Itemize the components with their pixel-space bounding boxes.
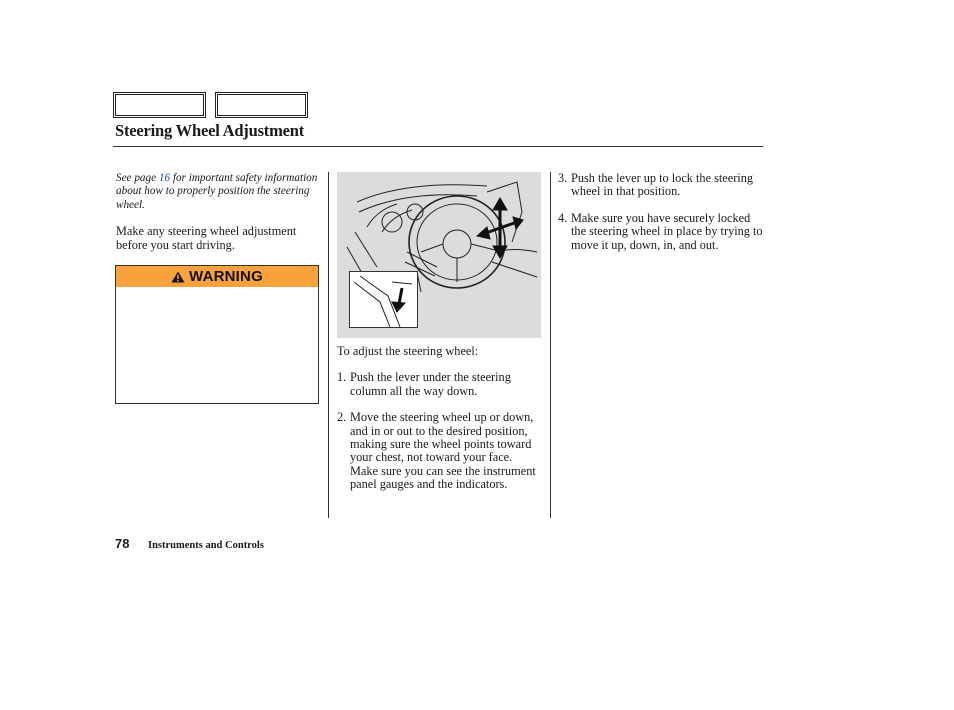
warning-box: [115, 265, 319, 404]
step-text: Push the lever under the steering column all the way down.: [350, 370, 511, 398]
middle-column: [337, 345, 542, 492]
step-number: 4.: [558, 210, 568, 225]
step-item: [558, 212, 763, 252]
step-number: 3.: [558, 171, 568, 185]
step-text: Move the steering wheel up or down, and in or out to the desired position, making sure the wheel points toward your chest, not toward your face. Make sure you can see the instrument panel gauges and the indicators.: [350, 410, 536, 492]
section-name: Instruments and Controls: [148, 540, 264, 551]
step-text: Make sure you have securely locked the steering wheel in place by trying to move it up, down, in, and out.: [571, 210, 763, 252]
warning-triangle-icon: [171, 271, 185, 283]
step-item: [337, 371, 542, 398]
step-item: [337, 411, 542, 491]
instructions-intro: To adjust the steering wheel:: [337, 344, 479, 358]
left-column: [116, 172, 321, 252]
page-number: 78: [115, 536, 130, 551]
step-number: 1.: [337, 370, 347, 385]
nav-button-next[interactable]: [215, 92, 308, 118]
steering-wheel-figure: [337, 172, 541, 338]
step-text: Push the lever up to lock the steering wheel in that position.: [571, 171, 754, 199]
lever-down-arrow-icon: [350, 272, 417, 327]
safety-note: [116, 172, 321, 212]
safety-page-link[interactable]: 16: [158, 172, 171, 184]
page-title: Steering Wheel Adjustment: [115, 121, 305, 140]
warning-label: WARNING: [189, 268, 263, 285]
column-divider: [550, 172, 551, 518]
lever-inset: [349, 271, 418, 328]
safety-note-prefix: See page: [116, 172, 159, 184]
warning-header: [116, 266, 318, 287]
title-divider: [113, 146, 763, 147]
nav-button-previous[interactable]: [113, 92, 206, 118]
right-column: [558, 172, 763, 252]
intro-paragraph: Make any steering wheel adjustment before you start driving.: [116, 224, 297, 252]
step-item: [558, 172, 763, 199]
step-number: 2.: [337, 410, 347, 425]
safety-note-suffix: for important safety information about how to properly position the steering wheel.: [116, 172, 318, 211]
column-divider: [328, 172, 329, 518]
